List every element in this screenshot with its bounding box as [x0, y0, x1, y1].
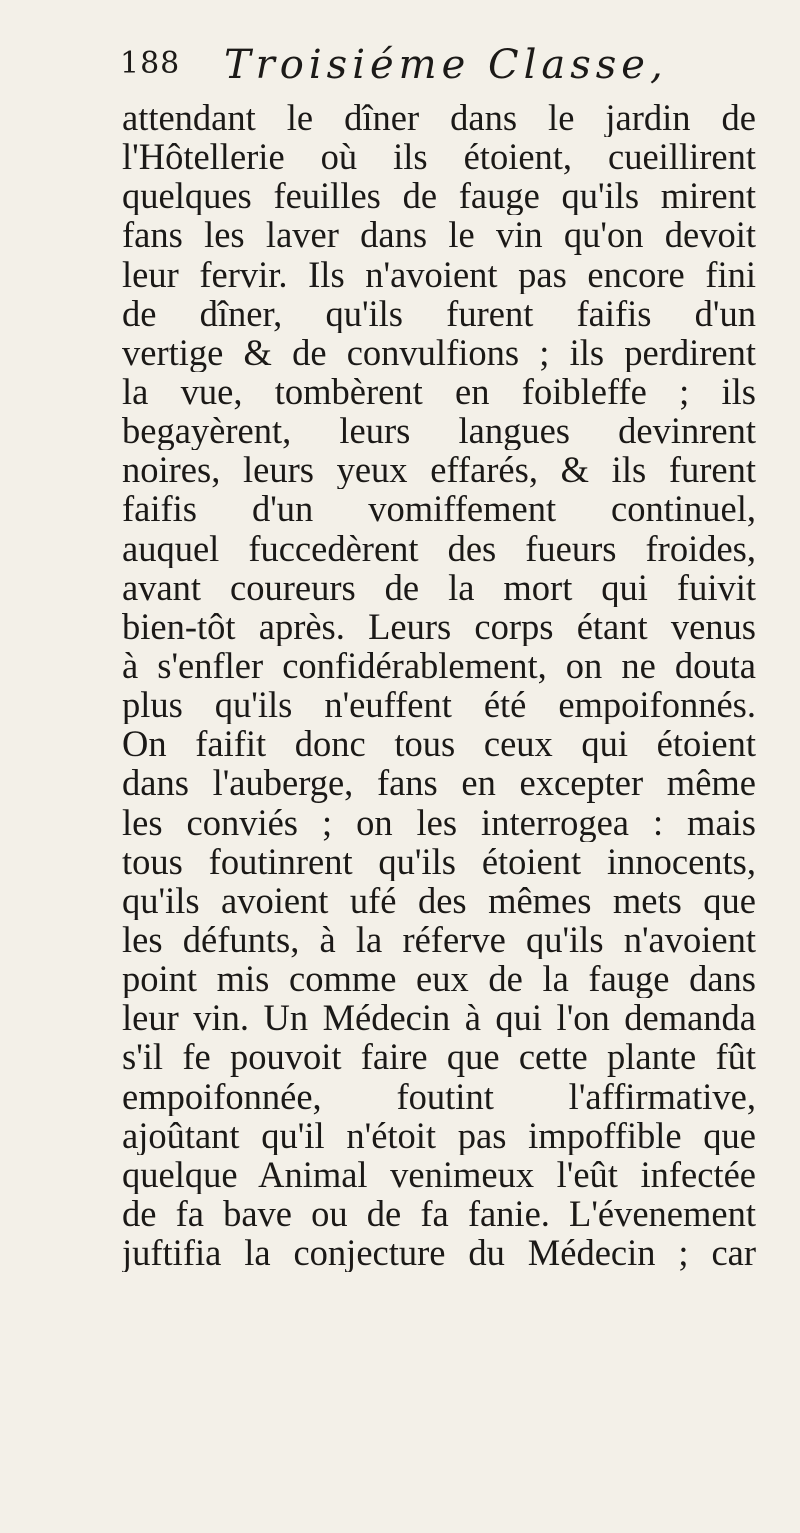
text-line: les conviés ; on les interrogea : mais: [122, 802, 756, 842]
text-line: tous foutinrent qu'ils étoient innocents,: [122, 841, 756, 881]
text-line: point mis comme eux de la fauge dans: [122, 959, 756, 999]
page-header: [120, 42, 760, 92]
text-line: quelque Animal venimeux l'eût infectée: [122, 1154, 756, 1194]
text-line: begayèrent, leurs langues devinrent: [122, 411, 756, 451]
text-line: la vue, tombèrent en foibleffe ; ils: [122, 371, 756, 412]
body-text: [122, 98, 756, 1272]
text-line: dans l'auberge, fans en excepter même: [122, 763, 756, 803]
text-line: à s'enfler confidérablement, on ne douta: [122, 645, 756, 686]
text-line: qu'ils avoient ufé des mêmes mets que: [122, 880, 756, 920]
text-line: avant coureurs de la mort qui fuivit: [122, 567, 756, 607]
text-line: de fa bave ou de fa fanie. L'évenement: [122, 1193, 756, 1234]
text-line: s'il fe pouvoit faire que cette plante fût: [122, 1037, 756, 1077]
text-line: On faifit donc tous ceux qui étoient: [122, 724, 756, 764]
text-line: fans les laver dans le vin qu'on devoit: [122, 215, 756, 255]
text-line: empoifonnée, foutint l'affirmative,: [122, 1076, 756, 1116]
text-line: bien-tôt après. Leurs corps étant venus: [122, 606, 756, 646]
text-line: noires, leurs yeux effarés, & ils furent: [122, 450, 756, 490]
text-line: juftifia la conjecture du Médecin ; car: [122, 1233, 756, 1273]
running-title: Troisiéme Classe,: [224, 42, 668, 88]
text-line: faifis d'un vomiffement continuel,: [122, 489, 756, 529]
text-line: ajoûtant qu'il n'étoit pas impoffible que: [122, 1115, 756, 1155]
text-line: vertige & de convulfions ; ils perdirent: [122, 332, 756, 372]
text-line: attendant le dîner dans le jardin de: [122, 98, 756, 138]
text-line: quelques feuilles de fauge qu'ils mirent: [122, 176, 756, 216]
text-line: les défunts, à la réferve qu'ils n'avoient: [122, 919, 756, 960]
text-line: auquel fuccedèrent des fueurs froides,: [122, 528, 756, 568]
page-number: 188: [120, 46, 181, 81]
text-line: plus qu'ils n'euffent été empoifonnés.: [122, 685, 756, 725]
text-line: leur fervir. Ils n'avoient pas encore fini: [122, 254, 756, 294]
text-line: leur vin. Un Médecin à qui l'on demanda: [122, 998, 756, 1038]
text-line: l'Hôtellerie où ils étoient, cueillirent: [122, 137, 756, 177]
text-line: de dîner, qu'ils furent faifis d'un: [122, 293, 756, 333]
